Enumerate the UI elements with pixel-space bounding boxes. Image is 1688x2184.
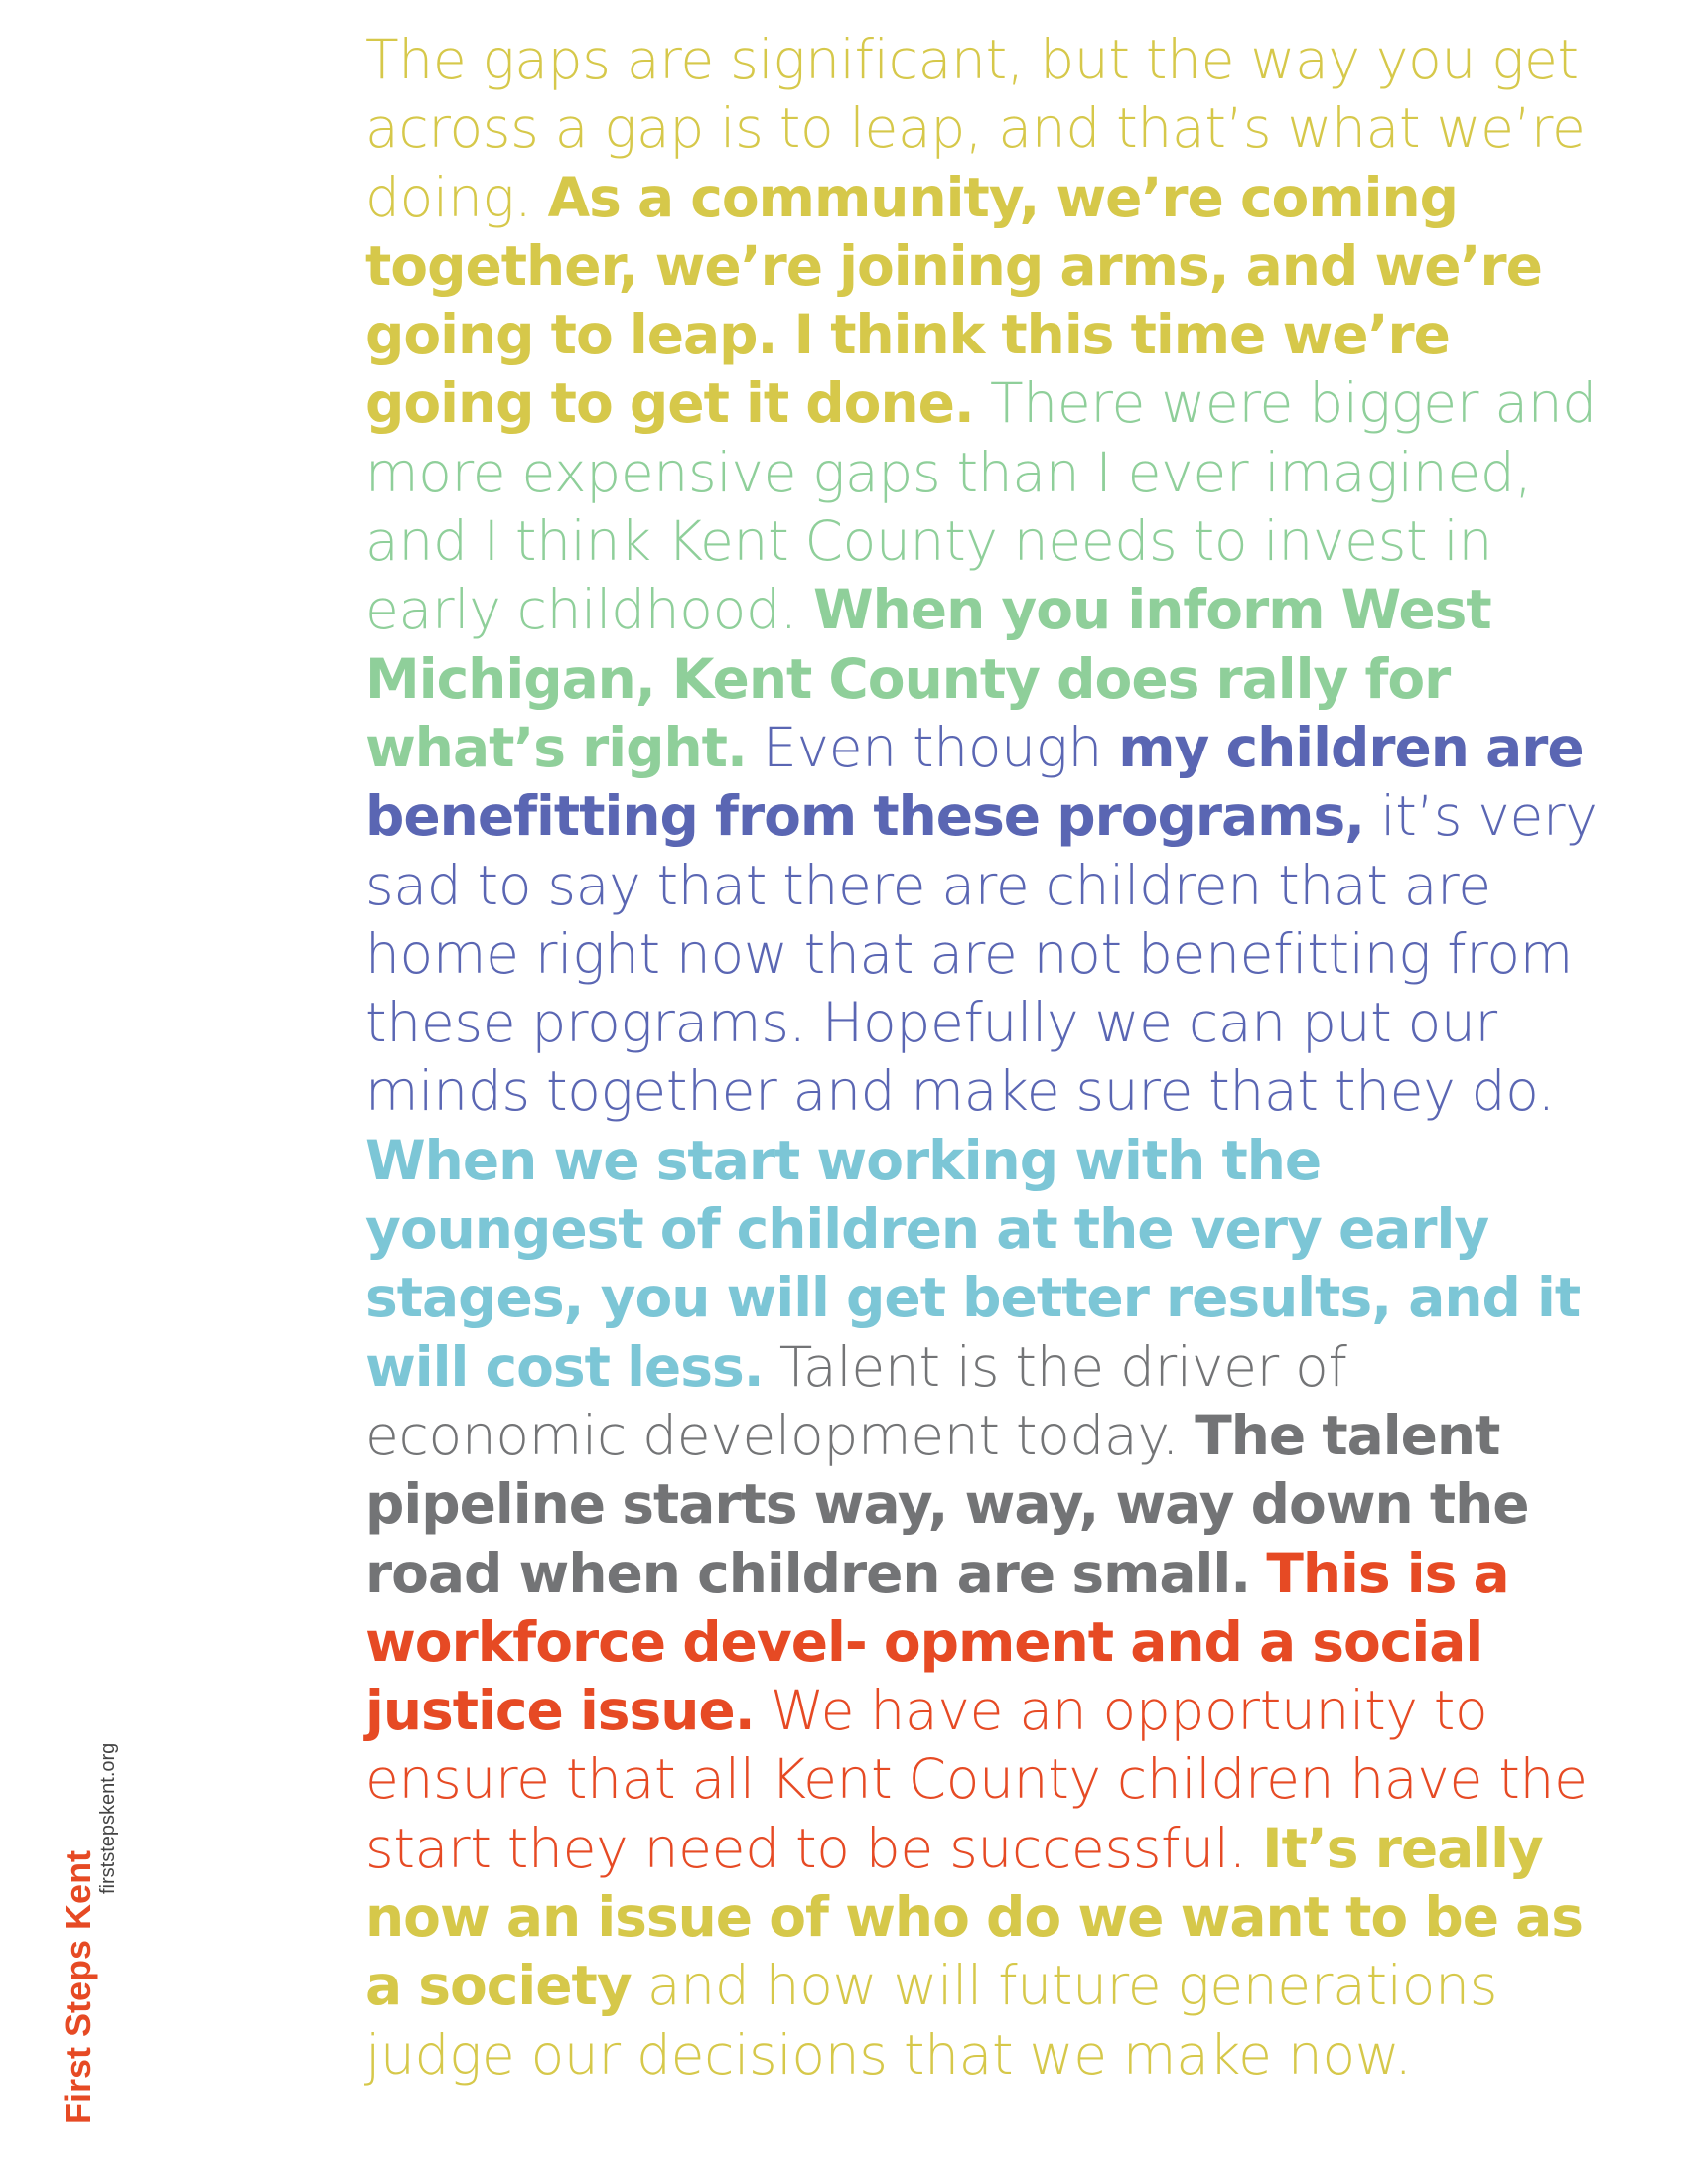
quote-7-bold: It’s really now an issue of who do we want to be as a society bbox=[365, 1816, 1583, 2018]
quote-6-bold: This is a workforce devel- opment and a social justice issue. bbox=[365, 1541, 1509, 1743]
quote-3-light-b: it’s very sad to say that there are children that are home right now that are not benefitting from these programs. Hopefully we can put our minds together and make sure that they do. bbox=[365, 784, 1598, 1124]
quote-6-light: We have an opportunity to ensure that all Kent County children have the start they need to be successful. bbox=[365, 1679, 1588, 1880]
quote-3-light-a: Even though bbox=[763, 715, 1103, 779]
website-url[interactable]: firststepskent.org bbox=[97, 1742, 119, 1894]
quote-1-bold: As a community, we’re coming together, we’re joining arms, and we’re going to leap. I think this time we’re going to get it done. bbox=[365, 165, 1542, 436]
brand-name: First Steps Kent bbox=[58, 1849, 98, 2124]
quote-1-light: The gaps are significant, but the way you get across a gap is to leap, and that’s what we’re doing. bbox=[365, 28, 1586, 229]
quote-4-bold: When we start working with the youngest of children at the very early stages, you will get better results, and it will cost less. bbox=[365, 1128, 1581, 1399]
sidebar-label bbox=[58, 0, 147, 2124]
quote-7-light: and how will future generations judge our decisions that we make now. bbox=[365, 1954, 1498, 2087]
quote-2-bold: When you inform West Michigan, Kent County does rally for what’s right. bbox=[365, 578, 1491, 779]
quote-collage bbox=[365, 26, 1607, 2090]
quote-2-light: There were bigger and more expensive gaps than I ever imagined, and I think Kent County needs to invest in early childhood. bbox=[365, 371, 1597, 642]
quote-5-light: Talent is the driver of economic development today. bbox=[365, 1334, 1347, 1467]
quote-5-bold: The talent pipeline starts way, way, way down the road when children are small. bbox=[365, 1403, 1529, 1605]
quote-3-bold: my children are benefitting from these programs, bbox=[365, 715, 1584, 849]
